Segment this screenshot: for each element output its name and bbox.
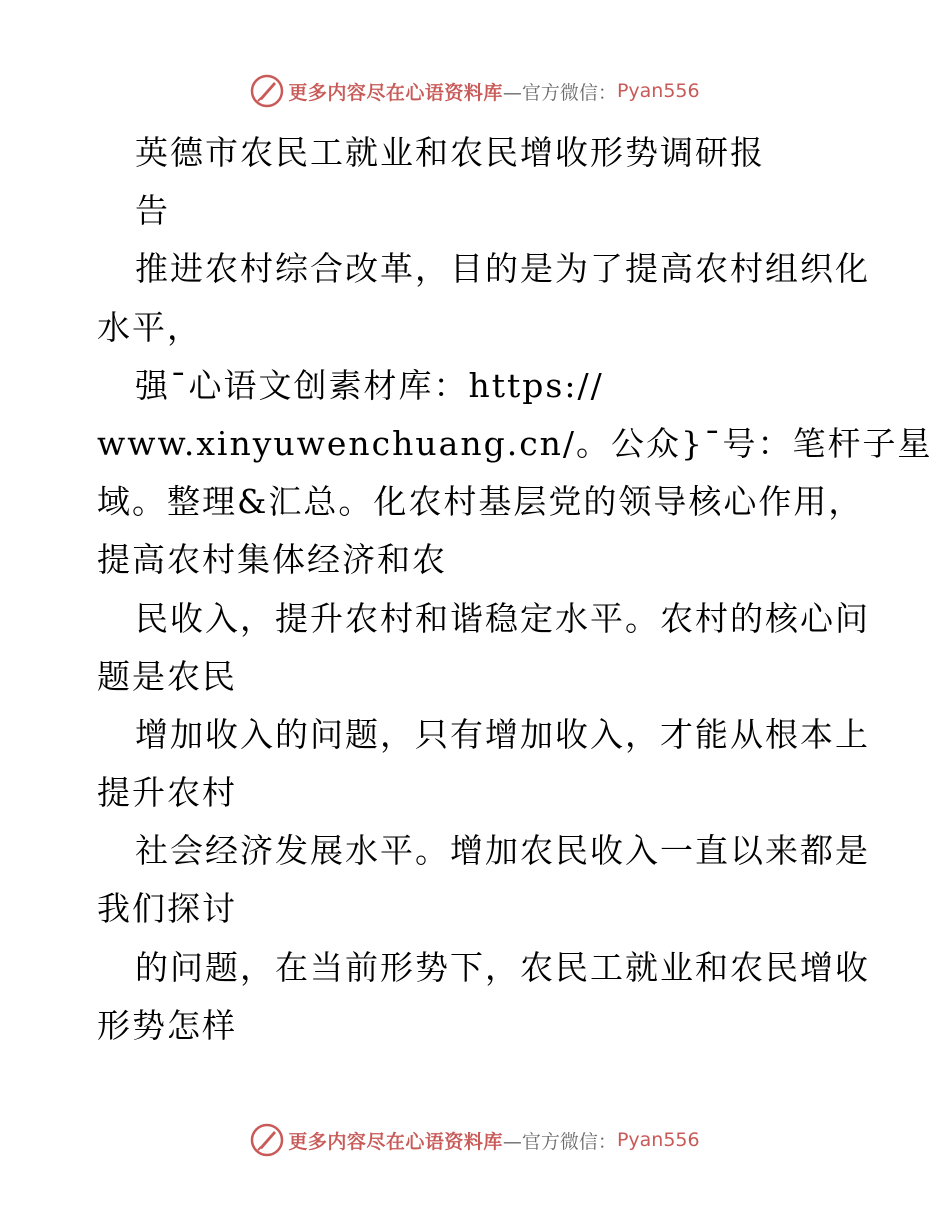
banner-wechat-id: Pyan556	[616, 80, 700, 102]
text-line: 强¯心语文创素材库：https://	[135, 365, 604, 405]
document-title-line: 英德市农民工就业和农民增收形势调研报	[135, 133, 765, 172]
text-line: 民收入，提升农村和谐稳定水平。农村的核心问	[135, 598, 870, 638]
banner-wechat-label: —官方微信：	[502, 1130, 617, 1153]
banner-wechat-label: —官方微信：	[502, 81, 617, 104]
text-line: 提高农村集体经济和农	[97, 540, 447, 580]
document-body	[97, 124, 933, 1055]
footer-banner	[0, 1120, 950, 1160]
text-line: 我们探讨	[97, 889, 237, 929]
text-line: 推进农村综合改革，目的是为了提高农村组织化	[135, 249, 870, 289]
text-line: 题是农民	[97, 656, 237, 696]
text-line: 告	[135, 191, 170, 231]
banner-wechat-id: Pyan556	[616, 1129, 700, 1151]
text-line: 社会经济发展水平。增加农民收入一直以来都是	[135, 831, 870, 871]
text-line: www.xinyuwenchuang.cn/。公众}¯号：笔杆子星	[97, 423, 933, 463]
text-line: 增加收入的问题，只有增加收入，才能从根本上	[135, 714, 870, 754]
quill-logo-icon	[250, 1123, 284, 1157]
text-line: 水平，	[97, 307, 202, 347]
quill-logo-icon	[250, 74, 284, 108]
banner-site-name: 更多内容尽在心语资料库	[288, 81, 503, 104]
text-line: 的问题，在当前形势下，农民工就业和农民增收	[135, 947, 870, 987]
text-line: 域。整理&汇总。化农村基层党的领导核心作用，	[97, 482, 864, 522]
header-banner	[0, 71, 950, 111]
text-line: 提升农村	[97, 773, 237, 813]
text-line: 形势怎样	[97, 1005, 237, 1045]
banner-site-name: 更多内容尽在心语资料库	[288, 1130, 503, 1153]
